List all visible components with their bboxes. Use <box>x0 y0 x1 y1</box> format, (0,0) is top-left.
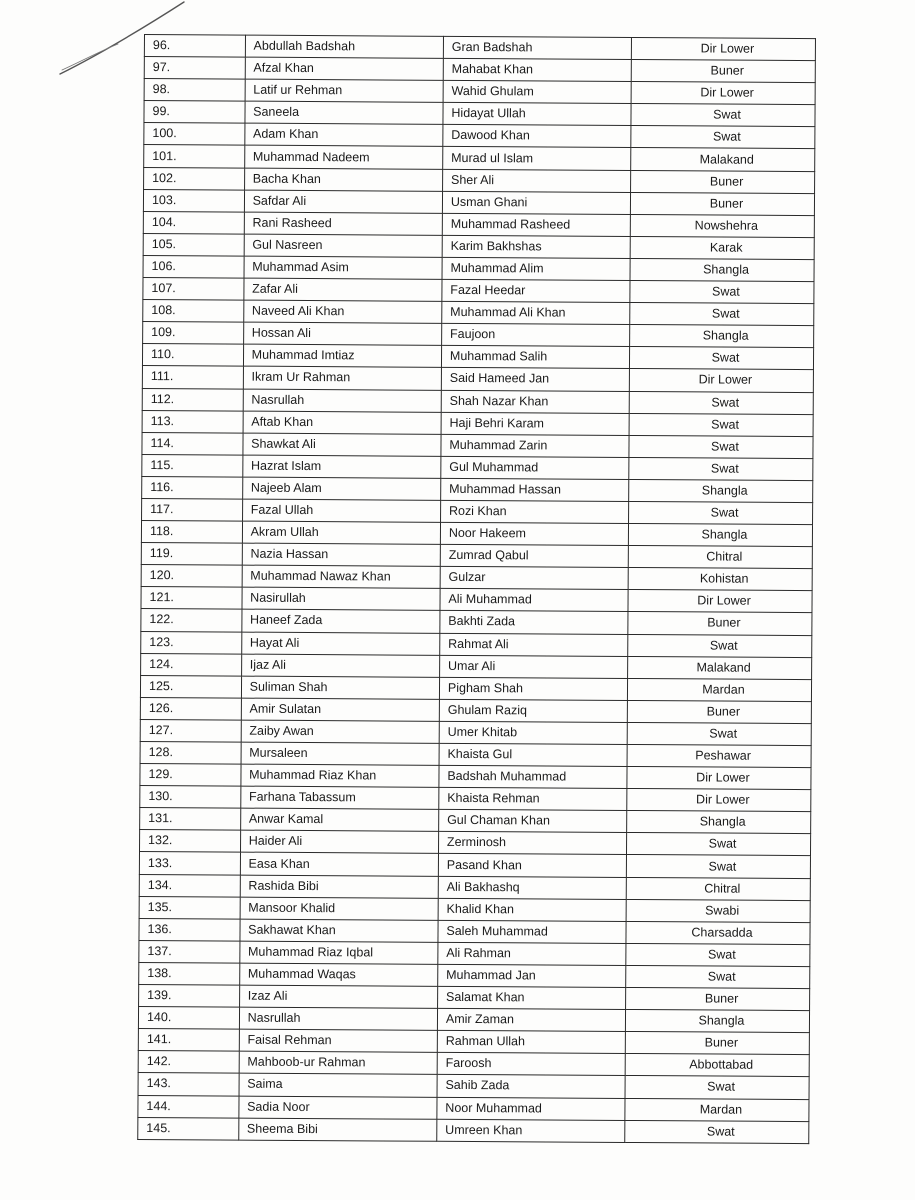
serial-number-cell: 118. <box>141 521 242 544</box>
serial-number-cell: 105. <box>143 233 244 256</box>
name-cell: Muhammad Imtiaz <box>243 344 441 367</box>
serial-number-cell: 113. <box>142 410 243 433</box>
father-name-cell: Said Hameed Jan <box>441 368 629 391</box>
name-cell: Nasirullah <box>242 587 440 610</box>
serial-number-cell: 96. <box>144 35 245 58</box>
father-name-cell: Umreen Khan <box>437 1119 625 1142</box>
name-cell: Hazrat Islam <box>242 455 440 478</box>
name-cell: Mansoor Khalid <box>240 897 438 920</box>
serial-number-cell: 110. <box>142 344 243 367</box>
serial-number-cell: 130. <box>140 786 241 809</box>
father-name-cell: Murad ul Islam <box>443 147 631 170</box>
serial-number-cell: 143. <box>138 1073 239 1096</box>
name-cell: Haneef Zada <box>241 610 439 633</box>
name-cell: Najeeb Alam <box>242 477 440 500</box>
district-cell: Chitral <box>628 546 812 569</box>
father-name-cell: Shah Nazar Khan <box>441 390 629 413</box>
district-cell: Dir Lower <box>627 789 811 812</box>
serial-number-cell: 116. <box>142 476 243 499</box>
father-name-cell: Karim Bakhshas <box>442 235 630 258</box>
serial-number-cell: 126. <box>140 697 241 720</box>
father-name-cell: Saleh Muhammad <box>438 920 626 943</box>
serial-number-cell: 144. <box>138 1095 239 1118</box>
father-name-cell: Mahabat Khan <box>443 58 631 81</box>
serial-number-cell: 98. <box>144 79 245 102</box>
serial-number-cell: 145. <box>138 1117 239 1140</box>
serial-number-cell: 101. <box>144 145 245 168</box>
father-name-cell: Zumrad Qabul <box>440 544 628 567</box>
father-name-cell: Rahman Ullah <box>437 1031 625 1054</box>
name-cell: Zafar Ali <box>244 278 442 301</box>
father-name-cell: Fazal Heedar <box>442 279 630 302</box>
district-cell: Dir Lower <box>631 82 815 105</box>
name-cell: Suliman Shah <box>241 676 439 699</box>
serial-number-cell: 102. <box>144 167 245 190</box>
district-cell: Dir Lower <box>629 369 813 392</box>
district-cell: Malakand <box>631 148 815 171</box>
district-cell: Swat <box>629 435 813 458</box>
district-cell: Swat <box>631 104 815 127</box>
father-name-cell: Gul Muhammad <box>441 456 629 479</box>
district-cell: Swat <box>626 833 810 856</box>
serial-number-cell: 131. <box>140 808 241 831</box>
name-cell: Rashida Bibi <box>240 875 438 898</box>
name-cell: Aftab Khan <box>243 411 441 434</box>
district-cell: Dir Lower <box>627 767 811 790</box>
serial-number-cell: 111. <box>142 366 243 389</box>
serial-number-cell: 125. <box>140 675 241 698</box>
father-name-cell: Rahmat Ali <box>440 633 628 656</box>
serial-number-cell: 108. <box>143 300 244 323</box>
district-cell: Swat <box>627 722 811 745</box>
name-cell: Izaz Ali <box>239 985 437 1008</box>
name-cell: Naveed Ali Khan <box>243 300 441 323</box>
serial-number-cell: 133. <box>139 852 240 875</box>
serial-number-cell: 107. <box>143 278 244 301</box>
name-cell: Nasrullah <box>239 1007 437 1030</box>
father-name-cell: Wahid Ghulam <box>443 81 631 104</box>
district-cell: Swat <box>625 1120 809 1143</box>
name-cell: Muhammad Nadeem <box>244 146 442 169</box>
name-cell: Afzal Khan <box>245 57 443 80</box>
father-name-cell: Khaista Rehman <box>439 788 627 811</box>
father-name-cell: Gran Badshah <box>443 36 631 59</box>
name-cell: Muhammad Riaz Iqbal <box>239 941 437 964</box>
serial-number-cell: 124. <box>141 653 242 676</box>
name-cell: Fazal Ullah <box>242 499 440 522</box>
father-name-cell: Sher Ali <box>442 169 630 192</box>
district-cell: Buner <box>631 170 815 193</box>
name-cell: Hossan Ali <box>243 322 441 345</box>
name-cell: Nasrullah <box>243 389 441 412</box>
name-cell: Saima <box>239 1074 437 1097</box>
district-cell: Swat <box>630 303 814 326</box>
district-cell: Swat <box>628 501 812 524</box>
district-cell: Swat <box>631 126 815 149</box>
father-name-cell: Dawood Khan <box>443 125 631 148</box>
district-cell: Mardan <box>625 1098 809 1121</box>
father-name-cell: Muhammad Hassan <box>441 478 629 501</box>
serial-number-cell: 104. <box>143 211 244 234</box>
father-name-cell: Faroosh <box>437 1053 625 1076</box>
serial-number-cell: 120. <box>141 565 242 588</box>
father-name-cell: Pigham Shah <box>439 677 627 700</box>
name-cell: Bacha Khan <box>244 168 442 191</box>
serial-number-cell: 114. <box>142 432 243 455</box>
district-cell: Swat <box>625 1076 809 1099</box>
district-cell: Swat <box>626 965 810 988</box>
serial-number-cell: 119. <box>141 543 242 566</box>
district-cell: Swat <box>628 634 812 657</box>
father-name-cell: Ghulam Raziq <box>439 699 627 722</box>
district-cell: Swat <box>629 413 813 436</box>
serial-number-cell: 109. <box>143 322 244 345</box>
district-cell: Shangla <box>630 325 814 348</box>
district-cell: Mardan <box>627 678 811 701</box>
district-cell: Nowshehra <box>630 214 814 237</box>
name-cell: Amir Sulatan <box>241 698 439 721</box>
serial-number-cell: 142. <box>138 1051 239 1074</box>
name-cell: Ikram Ur Rahman <box>243 367 441 390</box>
district-cell: Buner <box>631 60 815 83</box>
district-cell: Shangla <box>627 811 811 834</box>
father-name-cell: Umar Ali <box>439 655 627 678</box>
district-cell: Buner <box>628 612 812 635</box>
name-cell: Farhana Tabassum <box>240 786 438 809</box>
district-cell: Chitral <box>626 877 810 900</box>
name-cell: Hayat Ali <box>241 632 439 655</box>
father-name-cell: Usman Ghani <box>442 191 630 214</box>
district-cell: Buner <box>627 700 811 723</box>
name-cell: Ijaz Ali <box>241 654 439 677</box>
roster-table <box>137 34 816 1144</box>
father-name-cell: Gulzar <box>440 567 628 590</box>
father-name-cell: Gul Chaman Khan <box>439 810 627 833</box>
name-cell: Mursaleen <box>241 742 439 765</box>
name-cell: Latif ur Rehman <box>245 79 443 102</box>
name-cell: Muhammad Waqas <box>239 963 437 986</box>
district-cell: Swabi <box>626 899 810 922</box>
serial-number-cell: 132. <box>140 830 241 853</box>
district-cell: Shangla <box>625 1010 809 1033</box>
father-name-cell: Ali Bakhashq <box>438 876 626 899</box>
name-cell: Shawkat Ali <box>243 433 441 456</box>
father-name-cell: Muhammad Rasheed <box>442 213 630 236</box>
name-cell: Mahboob-ur Rahman <box>239 1051 437 1074</box>
father-name-cell: Zerminosh <box>438 832 626 855</box>
name-cell: Easa Khan <box>240 853 438 876</box>
father-name-cell: Muhammad Alim <box>442 257 630 280</box>
district-cell: Swat <box>629 391 813 414</box>
name-cell: Adam Khan <box>244 123 442 146</box>
district-cell: Dir Lower <box>631 37 815 60</box>
name-cell: Abdullah Badshah <box>245 35 443 58</box>
name-cell: Akram Ullah <box>242 521 440 544</box>
serial-number-cell: 121. <box>141 587 242 610</box>
district-cell: Swat <box>626 943 810 966</box>
father-name-cell: Faujoon <box>441 324 629 347</box>
roster-table-body <box>138 35 816 1144</box>
name-cell: Zaiby Awan <box>241 720 439 743</box>
serial-number-cell: 134. <box>139 874 240 897</box>
name-cell: Muhammad Nawaz Khan <box>242 565 440 588</box>
district-cell: Karak <box>630 236 814 259</box>
father-name-cell: Noor Muhammad <box>437 1097 625 1120</box>
serial-number-cell: 117. <box>142 498 243 521</box>
name-cell: Muhammad Asim <box>244 256 442 279</box>
district-cell: Buner <box>625 1032 809 1055</box>
father-name-cell: Muhammad Ali Khan <box>442 301 630 324</box>
father-name-cell: Ali Rahman <box>438 942 626 965</box>
serial-number-cell: 129. <box>140 764 241 787</box>
father-name-cell: Muhammad Salih <box>441 346 629 369</box>
name-cell: Rani Rasheed <box>244 212 442 235</box>
father-name-cell: Noor Hakeem <box>440 522 628 545</box>
district-cell: Swat <box>629 347 813 370</box>
father-name-cell: Rozi Khan <box>440 500 628 523</box>
name-cell: Sadia Noor <box>239 1096 437 1119</box>
father-name-cell: Khaista Gul <box>439 743 627 766</box>
father-name-cell: Muhammad Jan <box>438 964 626 987</box>
district-cell: Swat <box>626 855 810 878</box>
district-cell: Buner <box>630 192 814 215</box>
name-cell: Anwar Kamal <box>240 808 438 831</box>
district-cell: Charsadda <box>626 921 810 944</box>
table-row <box>138 1117 809 1143</box>
district-cell: Buner <box>626 987 810 1010</box>
father-name-cell: Khalid Khan <box>438 898 626 921</box>
district-cell: Shangla <box>630 258 814 281</box>
serial-number-cell: 137. <box>139 940 240 963</box>
name-cell: Nazia Hassan <box>242 543 440 566</box>
serial-number-cell: 141. <box>138 1029 239 1052</box>
father-name-cell: Salamat Khan <box>437 986 625 1009</box>
name-cell: Saneela <box>245 101 443 124</box>
serial-number-cell: 115. <box>142 454 243 477</box>
father-name-cell: Sahib Zada <box>437 1075 625 1098</box>
district-cell: Swat <box>630 281 814 304</box>
father-name-cell: Badshah Muhammad <box>439 765 627 788</box>
serial-number-cell: 140. <box>138 1007 239 1030</box>
serial-number-cell: 103. <box>143 189 244 212</box>
serial-number-cell: 127. <box>140 719 241 742</box>
serial-number-cell: 122. <box>141 609 242 632</box>
father-name-cell: Amir Zaman <box>437 1008 625 1031</box>
name-cell: Muhammad Riaz Khan <box>241 764 439 787</box>
father-name-cell: Pasand Khan <box>438 854 626 877</box>
name-cell: Safdar Ali <box>244 190 442 213</box>
district-cell: Shangla <box>629 479 813 502</box>
district-cell: Swat <box>629 457 813 480</box>
father-name-cell: Umer Khitab <box>439 721 627 744</box>
father-name-cell: Ali Muhammad <box>440 589 628 612</box>
name-cell: Sakhawat Khan <box>240 919 438 942</box>
district-cell: Shangla <box>628 524 812 547</box>
district-cell: Dir Lower <box>628 590 812 613</box>
father-name-cell: Bakhti Zada <box>440 611 628 634</box>
serial-number-cell: 139. <box>139 985 240 1008</box>
serial-number-cell: 112. <box>142 388 243 411</box>
serial-number-cell: 138. <box>139 962 240 985</box>
serial-number-cell: 99. <box>144 101 245 124</box>
father-name-cell: Hidayat Ullah <box>443 103 631 126</box>
father-name-cell: Muhammad Zarin <box>441 434 629 457</box>
father-name-cell: Haji Behri Karam <box>441 412 629 435</box>
serial-number-cell: 106. <box>143 255 244 278</box>
name-cell: Haider Ali <box>240 830 438 853</box>
serial-number-cell: 128. <box>140 741 241 764</box>
district-cell: Kohistan <box>628 568 812 591</box>
name-cell: Faisal Rehman <box>239 1029 437 1052</box>
serial-number-cell: 136. <box>139 918 240 941</box>
name-cell: Gul Nasreen <box>244 234 442 257</box>
district-cell: Peshawar <box>627 744 811 767</box>
district-cell: Malakand <box>628 656 812 679</box>
serial-number-cell: 100. <box>144 123 245 146</box>
serial-number-cell: 97. <box>144 57 245 80</box>
serial-number-cell: 135. <box>139 896 240 919</box>
serial-number-cell: 123. <box>141 631 242 654</box>
name-cell: Sheema Bibi <box>238 1118 436 1141</box>
district-cell: Abbottabad <box>625 1054 809 1077</box>
